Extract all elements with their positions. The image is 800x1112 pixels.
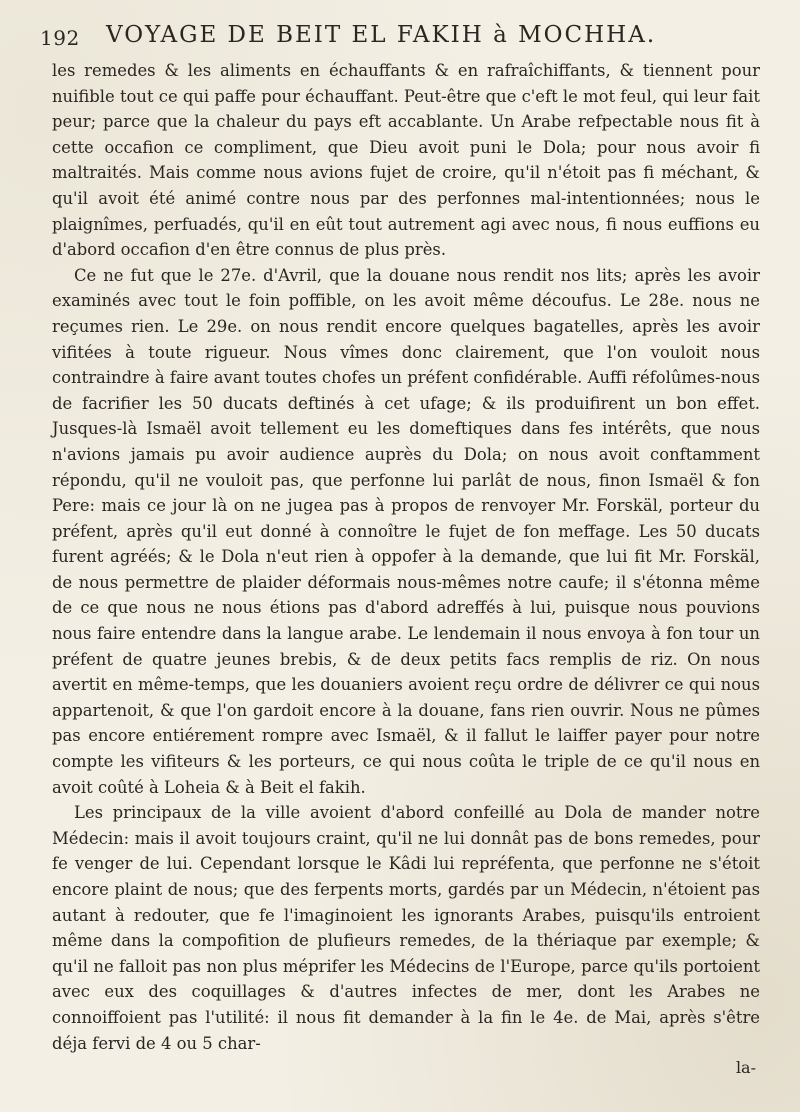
page-number: 192 (40, 26, 80, 50)
paragraph-2: Ce ne fut que le 27e. d'Avril, que la douane nous rendit nos lits; après les avoir examinés avec tout le foin poffible, on les avoit même découfus. Le 28e. nous ne reçumes rien. Le 29e. on nous rendit encore quelques bagatelles, après les avoir vifitées à toute rigueur. Nous vîmes donc clairement, que l'on vouloit nous contraindre à faire avant toutes chofes un préfent confidérable. Auffi réfolûmes-nous de facrifier les 50 ducats deftinés à cet ufage; & ils produifirent un bon effet. Jusques-là Ismaël avoit tellement eu les domeftiques dans fes intérêts, que nous n'avions jamais pu avoir audience auprès du Dola; on nous avoit conftamment répondu, qu'il ne vouloit pas, que perfonne lui parlât de nous, finon Ismaël & fon Pere: mais ce jour là on ne jugea pas à propos de renvoyer Mr. Forskäl, porteur du préfent, après qu'il eut donné à connoître le fujet de fon meffage. Les 50 ducats furent agréés; & le Dola n'eut rien à oppofer à la demande, que lui fit Mr. Forskäl, de nous permettre de plaider déformais nous-mêmes notre caufe; il s'étonna même de ce que nous ne nous étions pas d'abord adreffés à lui, puisque nous pouvions nous faire entendre dans la langue arabe. Le lendemain il nous envoya à fon tour un préfent de quatre jeunes brebis, & de deux petits facs remplis de riz. On nous avertit en même-temps, que les douaniers avoient reçu ordre de délivrer ce qui nous appartenoit, & que l'on gardoit encore à la douane, fans rien ouvrir. Nous ne pûmes pas encore entiérement rompre avec Ismaël, & il fallut le laiffer payer pour notre compte les vifiteurs & les porteurs, ce qui nous coûta le triple de ce qu'il nous en avoit coûté à Loheia & à Beit el fakih. (52, 265, 760, 797)
paragraph-1: les remedes & les aliments en échauffants & en rafraîchiffants, & tiennent pour nuifible tout ce qui paffe pour échauffant. Peut-être que c'eft le mot feul, qui leur fait peur; parce que la chaleur du pays eft accablante. Un Arabe refpectable nous fit à cette occafion ce compliment, que Dieu avoit puni le Dola; pour nous avoir fi maltraités. Mais comme nous avions fujet de croire, qu'il n'étoit pas fi méchant, & qu'il avoit été animé contre nous par des perfonnes mal-intentionnées; nous le plaignîmes, perfuadés, qu'il en eût tout autrement agi avec nous, fi nous euffions eu d'abord occafion d'en être connus de plus près. (52, 61, 760, 260)
running-title: VOYAGE DE BEIT EL FAKIH à MOCHHA. (106, 22, 657, 48)
page-header (40, 20, 760, 56)
catchword: la- (735, 1058, 756, 1077)
body-text (52, 58, 760, 1056)
paragraph-3: Les principaux de la ville avoient d'abord confeillé au Dola de mander notre Médecin: mais il avoit toujours craint, qu'il ne lui donnât pas de bons remedes, pour fe venger de lui. Cependant lorsque le Kâdi lui repréfenta, que perfonne ne s'étoit encore plaint de nous; que des ferpents morts, gardés par un Médecin, n'étoient pas autant à redouter, que fe l'imaginoient les ignorants Arabes, puisqu'ils entroient même dans la compofition de plufieurs remedes, de la thériaque par exemple; & qu'il ne falloit pas non plus méprifer les Médecins de l'Europe, parce qu'ils portoient avec eux des coquillages & d'autres infectes de mer, dont les Arabes ne connoiffoient pas l'utilité: il nous fit demander à la fin le 4e. de Mai, après s'être déja fervi de 4 ou 5 char- (52, 803, 760, 1053)
